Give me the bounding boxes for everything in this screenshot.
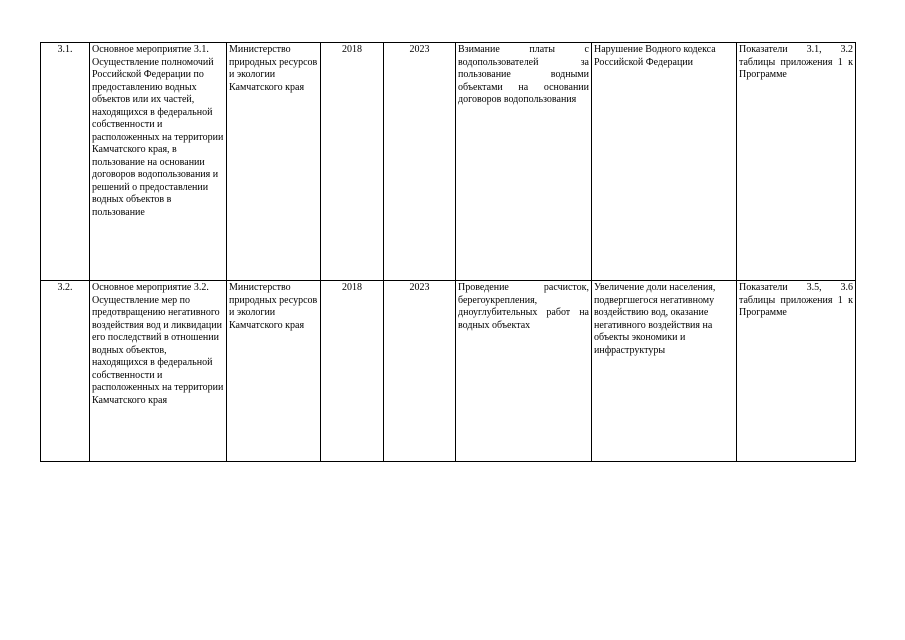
row-number-cell: 3.1. xyxy=(41,43,90,281)
end-year-cell: 2023 xyxy=(384,281,456,462)
expected-result-cell: Проведение расчисток, берегоукрепления, дноуглубительных работ на водных объектах xyxy=(456,281,592,462)
start-year-cell: 2018 xyxy=(321,281,384,462)
table-row xyxy=(41,43,856,281)
executor-cell: Министерство природных ресурсов и экологии Камчатского края xyxy=(227,43,321,281)
expected-result-cell: Взимание платы с водопользователей за пользование водными объектами на основании договоров водопользования xyxy=(456,43,592,281)
indicators-cell: Показатели 3.1, 3.2 таблицы приложения 1 к Программе xyxy=(737,43,856,281)
indicators-cell: Показатели 3.5, 3.6 таблицы приложения 1 к Программе xyxy=(737,281,856,462)
end-year-cell: 2023 xyxy=(384,43,456,281)
consequence-cell: Нарушение Водного кодекса Российской Федерации xyxy=(592,43,737,281)
consequence-cell: Увеличение доли населения, подвергшегося негативному воздействию вод, оказание негативного воздействия на объекты экономики и инфраструктуры xyxy=(592,281,737,462)
executor-cell: Министерство природных ресурсов и экологии Камчатского края xyxy=(227,281,321,462)
program-activities-table xyxy=(40,42,856,462)
start-year-cell: 2018 xyxy=(321,43,384,281)
table-row xyxy=(41,281,856,462)
activity-cell: Основное мероприятие 3.2. Осуществление мер по предотвращению негативного воздействия вод и ликвидации его последствий в отношении водных объектов, находящихся в федеральной собственности и расположенных на территории Камчатского края xyxy=(90,281,227,462)
activity-cell: Основное мероприятие 3.1. Осуществление полномочий Российской Федерации по предоставлению водных объектов или их частей, находящихся в федеральной собственности и расположенных на территории Камчатского края, в пользование на основании договоров водопользования и решений о предоставлении водных объектов в пользование xyxy=(90,43,227,281)
row-number-cell: 3.2. xyxy=(41,281,90,462)
